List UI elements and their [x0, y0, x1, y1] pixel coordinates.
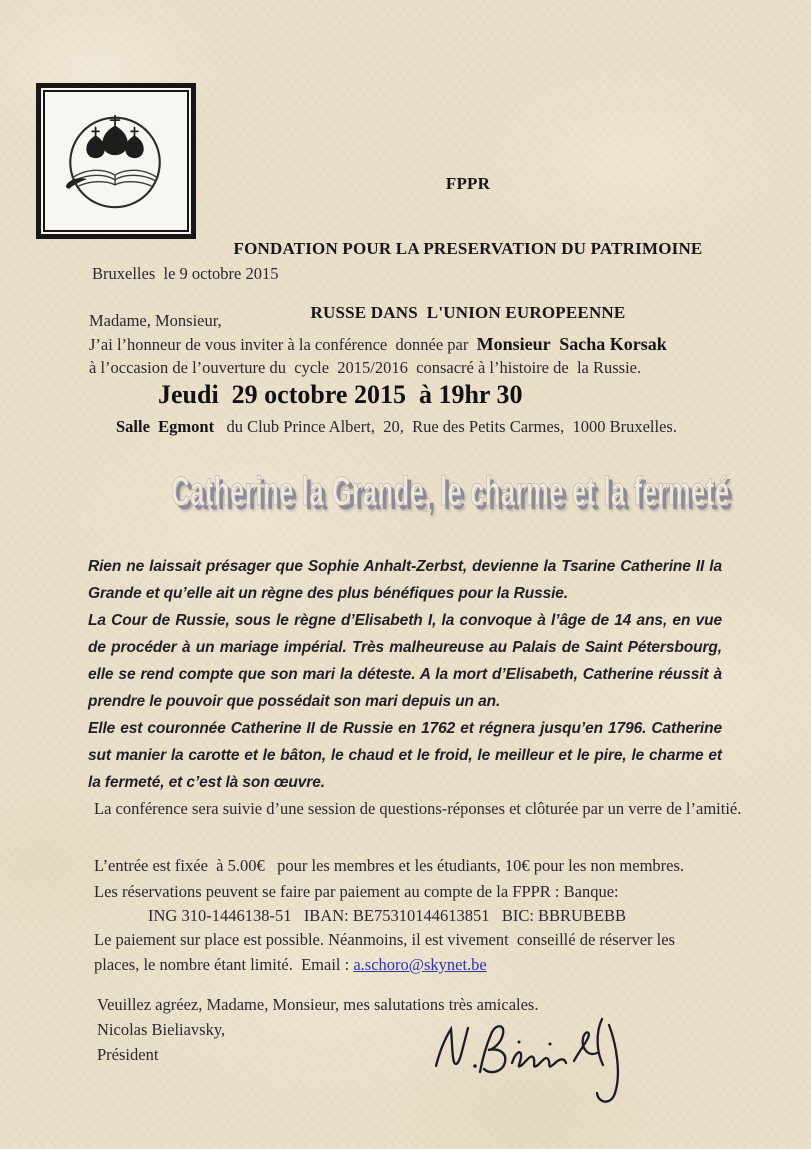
org-acronym: FPPR — [445, 174, 491, 193]
payment-line-2-text: places, le nombre étant limité. Email : — [94, 955, 354, 974]
abstract-paragraph-3: Elle est couronnée Catherine II de Russie en 1762 et régnera jusqu’en 1796. Catherine sut manier la carotte et le bâton, le chaud et le froid, le meilleur et le pire, le charme et la fermeté, et c’est là son œuvre. — [88, 720, 722, 791]
salutation: Madame, Monsieur, — [89, 311, 222, 330]
abstract-paragraph-2: La Cour de Russie, sous le règne d’Elisabeth I, la convoque à l’âge de 14 ans, en vue de procéder à un mariage impérial. Très malheureuse au Palais de Saint Pétersbourg, elle se rend compte que son mari la déteste. A la mort d’Elisabeth, Catherine réussit à prendre le pouvoir que possédait son mari depuis un an. — [88, 612, 722, 710]
invitation-text: J’ai l’honneur de vous inviter à la conférence donnée par — [89, 335, 477, 354]
venue-address: du Club Prince Albert, 20, Rue des Petits Carmes, 1000 Bruxelles. — [214, 417, 677, 436]
payment-line-1: Le paiement sur place est possible. Néanmoins, il est vivement conseillé de réserver les — [94, 930, 675, 949]
signer-title: Président — [97, 1045, 159, 1064]
speaker-name: Monsieur Sacha Korsak — [476, 334, 667, 354]
church-domes-book-icon — [45, 92, 187, 230]
abstract-paragraph-1: Rien ne laissait présager que Sophie Anhalt-Zerbst, devienne la Tsarine Catherine II la Grande et qu’elle ait un règne des plus bénéfiques pour la Russie. — [88, 558, 722, 602]
reservation-line: Les réservations peuvent se faire par paiement au compte de la FPPR : Banque: — [94, 882, 619, 901]
venue-room: Salle Egmont — [116, 417, 215, 436]
event-datetime: Jeudi 29 octobre 2015 à 19hr 30 — [158, 380, 523, 409]
dateline: Bruxelles le 9 octobre 2015 — [92, 264, 279, 283]
bank-details: ING 310-1446138-51 IBAN: BE75310144613851 BIC: BBRUBEBB — [148, 906, 627, 925]
invitation-line — [89, 334, 667, 355]
followup-paragraph: La conférence sera suivie d’une session de questions-réponses et clôturée par un verre de l’amitié. — [94, 799, 742, 818]
signer-name: Nicolas Bieliavsky, — [97, 1020, 226, 1039]
conference-title-wrap — [0, 468, 811, 515]
venue-line — [116, 417, 677, 437]
fppr-logo — [43, 90, 189, 232]
handwritten-signature — [428, 1012, 646, 1117]
email-link[interactable]: a.schoro@skynet.be — [353, 955, 487, 974]
fppr-logo-frame — [36, 83, 196, 239]
conference-title: Catherine la Grande, le charme et la fermeté — [171, 468, 730, 514]
closing-line: Veuillez agréez, Madame, Monsieur, mes salutations très amicales. — [97, 995, 539, 1014]
signature-strokes — [428, 1012, 646, 1117]
pricing-line: L’entrée est fixée à 5.00€ pour les membres et les étudiants, 10€ pour les non membres. — [94, 856, 685, 875]
payment-line-2 — [94, 955, 487, 975]
org-name-line1: FONDATION POUR LA PRESERVATION DU PATRIMOINE — [233, 238, 703, 258]
org-name-line2: RUSSE DANS L'UNION EUROPEENNE — [310, 303, 626, 322]
conference-abstract — [88, 553, 722, 796]
organization-header — [203, 130, 733, 345]
cycle-line: à l’occasion de l’ouverture du cycle 2015/2016 consacré à l’histoire de la Russie. — [89, 358, 642, 377]
